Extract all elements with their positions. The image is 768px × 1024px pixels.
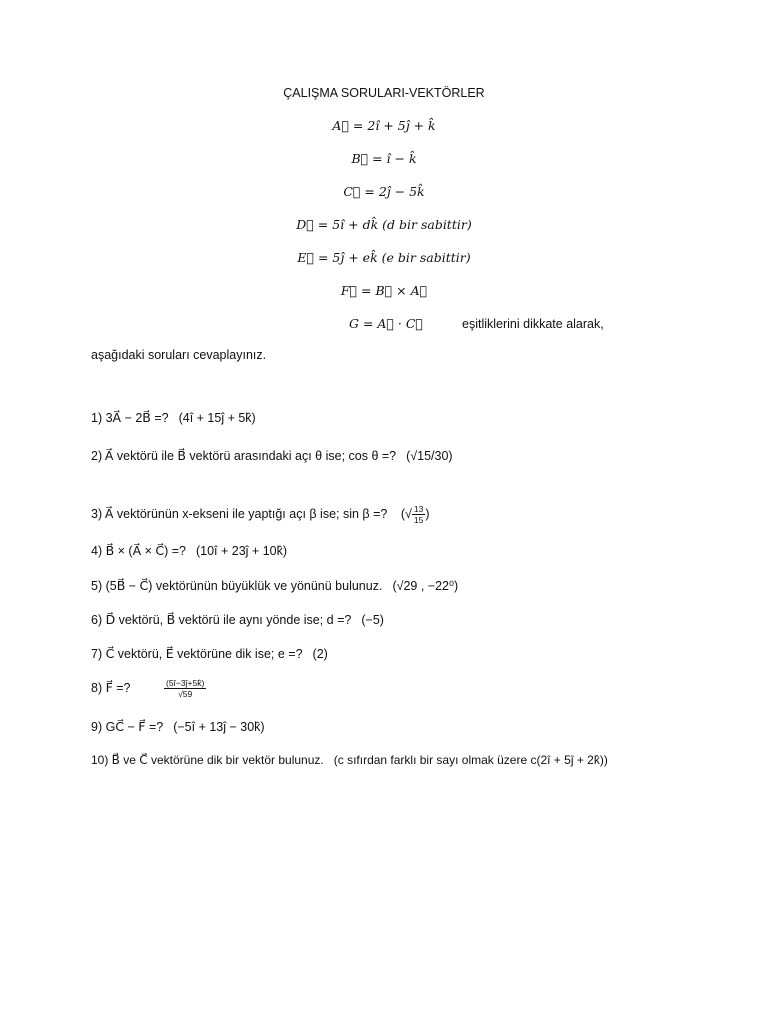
page-title: ÇALIŞMA SORULARI-VEKTÖRLER bbox=[283, 86, 485, 100]
question-10 bbox=[91, 753, 608, 767]
question-text: 7) C⃗ vektörü, E⃗ vektörüne dik ise; e =? bbox=[91, 647, 303, 661]
answer-text: (c sıfırdan farklı bir sayı olmak üzere c(2î + 5ĵ + 2k̂)) bbox=[333, 753, 608, 767]
question-text: 3) A⃗ vektörünün x-ekseni ile yaptığı açı β ise; sin β =? bbox=[91, 506, 388, 521]
definition-b: B⃗ = î − k̂ bbox=[351, 151, 417, 166]
question-8 bbox=[91, 678, 206, 699]
question-text: 1) 3A⃗ − 2B⃗ =? bbox=[91, 411, 169, 425]
question-text: 2) A⃗ vektörü ile B⃗ vektörü arasındaki açı θ ise; cos θ =? bbox=[91, 449, 397, 463]
answer-text: (2) bbox=[312, 647, 328, 661]
definitions-note: eşitliklerini dikkate alarak, bbox=[462, 317, 604, 331]
question-text: 5) (5B⃗ − C⃗) vektörünün büyüklük ve yönünü bulunuz. bbox=[91, 579, 383, 593]
answer-numerator: (5î−3ĵ+5k̂) bbox=[166, 678, 205, 688]
answer-text: (−5) bbox=[361, 613, 384, 627]
question-text: 4) B⃗ × (A⃗ × C⃗) =? bbox=[91, 544, 186, 558]
definition-g: G = A⃗ · C⃗ bbox=[349, 316, 423, 331]
definition-d: D⃗ = 5î + dk̂ (d bir sabittir) bbox=[296, 217, 472, 232]
question-text: 6) D⃗ vektörü, B⃗ vektörü ile aynı yönde ise; d =? bbox=[91, 613, 352, 627]
definition-f: F⃗ = B⃗ × A⃗ bbox=[340, 283, 428, 298]
answer-text: (10î + 23ĵ + 10k̂) bbox=[195, 544, 288, 558]
answer-text: (√15/30) bbox=[406, 449, 453, 463]
answer-text: (√29 , −22⁰) bbox=[392, 579, 459, 593]
answer-denominator: 15 bbox=[413, 515, 424, 525]
answer-text: (−5î + 13ĵ − 30k̂) bbox=[173, 720, 265, 734]
question-3 bbox=[91, 504, 430, 525]
question-text: 10) B⃗ ve C⃗ vektörüne dik bir vektör bulunuz. bbox=[91, 753, 324, 767]
question-text: 8) F⃗ =? bbox=[91, 680, 131, 695]
answer-numerator: 13 bbox=[413, 504, 424, 514]
answer-text: (4î + 15ĵ + 5k̂) bbox=[178, 411, 256, 425]
question-4 bbox=[91, 543, 287, 558]
definition-e: E⃗ = 5ĵ + ek̂ (e bir sabittir) bbox=[297, 250, 471, 265]
question-9 bbox=[91, 719, 265, 734]
question-6 bbox=[91, 612, 384, 627]
intro-text: aşağıdaki soruları cevaplayınız. bbox=[91, 348, 267, 362]
answer-denominator: √59 bbox=[178, 689, 193, 699]
question-5 bbox=[91, 578, 458, 593]
question-7 bbox=[91, 646, 328, 661]
question-1 bbox=[91, 410, 256, 425]
definition-c: C⃗ = 2ĵ − 5k̂ bbox=[343, 184, 425, 199]
answer-sqrt-fraction: (√ $\frac{13}{15}$ ) bbox=[400, 504, 430, 525]
definition-a: A⃗ = 2î + 5ĵ + k̂ bbox=[332, 118, 436, 133]
answer-fraction bbox=[164, 678, 206, 699]
question-text: 9) GC⃗ − F⃗ =? bbox=[91, 720, 164, 734]
question-2 bbox=[91, 448, 453, 463]
